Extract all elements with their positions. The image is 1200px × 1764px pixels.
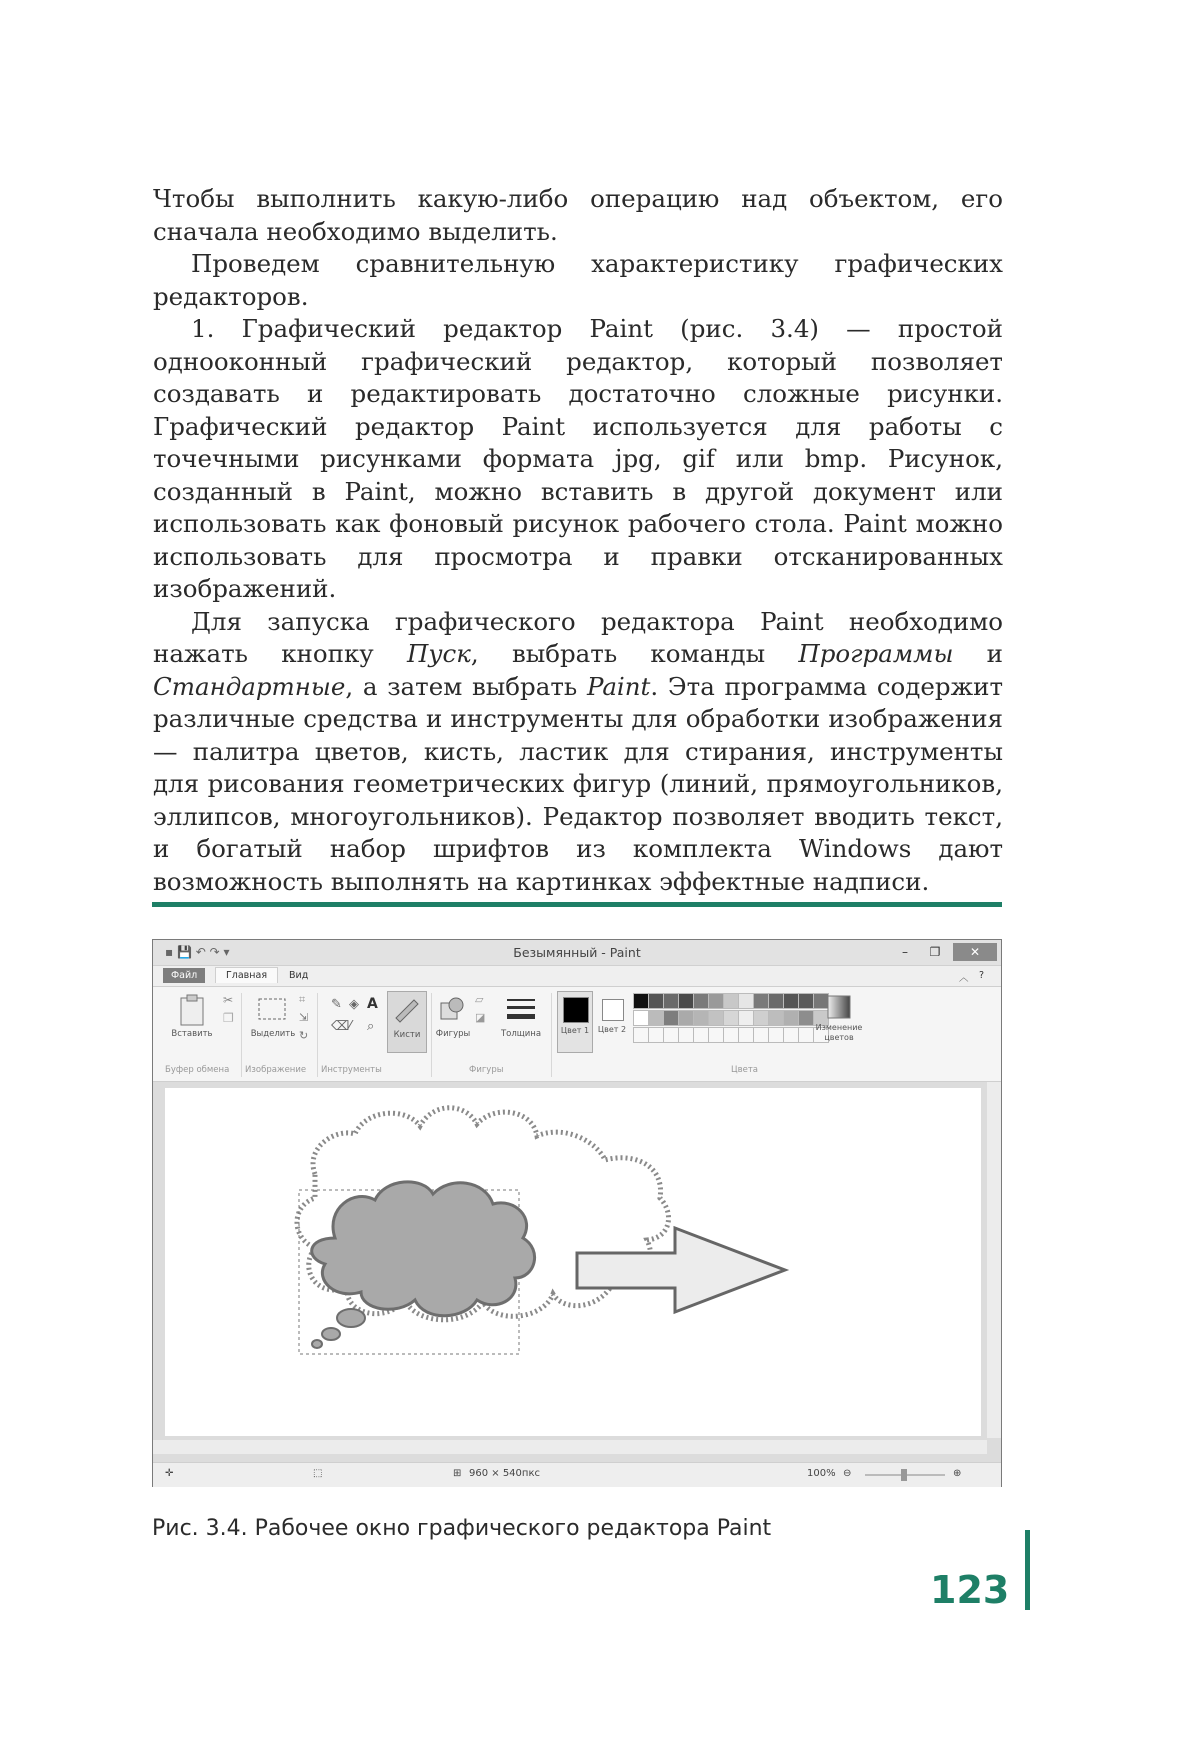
paragraph-1: Чтобы выполнить какую-либо операцию над объектом, его сначала необходимо выделить. <box>153 184 1003 246</box>
block-arrow <box>577 1228 785 1312</box>
color-swatch[interactable] <box>708 993 724 1009</box>
p4-paint: Paint <box>586 671 651 701</box>
color-swatch[interactable] <box>723 1010 739 1026</box>
cut-icon[interactable]: ✂ <box>223 993 234 1007</box>
color-swatch[interactable] <box>738 993 754 1009</box>
group-label-colors: Цвета <box>731 1065 758 1075</box>
title-bar <box>153 940 1001 966</box>
group-label-tools: Инструменты <box>321 1065 382 1075</box>
filled-cloud <box>312 1182 535 1316</box>
color-swatch[interactable] <box>723 993 739 1009</box>
paragraph-4 <box>153 606 1003 899</box>
custom-color-slot[interactable] <box>678 1027 694 1043</box>
drawing-canvas[interactable] <box>165 1088 981 1436</box>
selection-size-icon: ⬚ <box>313 1468 323 1479</box>
custom-color-slot[interactable] <box>783 1027 799 1043</box>
collapse-ribbon-icon[interactable]: ︿ <box>959 973 969 984</box>
custom-color-slot[interactable] <box>738 1027 754 1043</box>
cursor-position-icon: ✛ <box>165 1468 174 1479</box>
zoom-in-icon[interactable]: ⊕ <box>953 1468 962 1479</box>
edit-colors-button[interactable]: Изменение цветов <box>815 1023 863 1042</box>
thickness-button[interactable]: Толщина <box>500 1029 542 1039</box>
copy-icon[interactable]: ❐ <box>223 1011 234 1025</box>
custom-color-slot[interactable] <box>768 1027 784 1043</box>
tab-home[interactable]: Главная <box>215 967 278 983</box>
eraser-icon[interactable]: ⌫ <box>331 1019 350 1034</box>
brushes-button[interactable] <box>387 991 427 1053</box>
figure-caption: Рис. 3.4. Рабочее окно графического редактора Paint <box>152 1516 772 1541</box>
close-icon[interactable]: ✕ <box>953 943 997 961</box>
edit-colors-icon[interactable] <box>827 995 851 1019</box>
zoom-level: 100% <box>807 1468 836 1479</box>
custom-color-slot[interactable] <box>663 1027 679 1043</box>
color-swatch[interactable] <box>693 1010 709 1026</box>
outline-icon[interactable]: ▱ <box>475 993 484 1006</box>
color-swatch[interactable] <box>753 993 769 1009</box>
vertical-scrollbar[interactable] <box>987 1082 1001 1438</box>
paragraph-2: Проведем сравнительную характеристику графических редакторов. <box>153 249 1003 311</box>
p4-text-e: . Эта программа содержит различные средства и инструменты для обработки изображения — палитра цветов, кисть, ластик для стирания, инструменты для рисования геометрических фигур (линий, прямоугольников, эллипсов, многоугольников). Редактор позволяет вводить текст, и богатый набор шрифтов из комплекта Windows дают возможность выполнять на картинках эффектные надписи. <box>153 671 1003 896</box>
page-number: 123 <box>930 1568 1010 1612</box>
shapes-icon[interactable] <box>437 995 467 1025</box>
magnifier-icon[interactable]: ⌕ <box>367 1019 375 1034</box>
help-icon[interactable]: ? <box>979 970 985 981</box>
custom-color-slot[interactable] <box>753 1027 769 1043</box>
color-swatch[interactable] <box>648 993 664 1009</box>
select-button[interactable]: Выделить <box>250 1029 296 1039</box>
drawing <box>165 1088 981 1436</box>
save-icon[interactable]: ▪ 💾 ↶ ↷ ▾ <box>165 945 230 959</box>
p4-standard: Стандартные <box>153 671 346 701</box>
body-text <box>153 183 1003 898</box>
color-swatch[interactable] <box>783 1010 799 1026</box>
horizontal-scrollbar[interactable] <box>153 1440 987 1454</box>
group-label-clipboard: Буфер обмена <box>165 1065 230 1075</box>
crop-icon[interactable]: ⌗ <box>299 993 306 1006</box>
status-bar <box>153 1462 1001 1487</box>
p4-text-c: и <box>953 639 1003 668</box>
rotate-icon[interactable]: ↻ <box>299 1029 309 1042</box>
color-swatch[interactable] <box>708 1010 724 1026</box>
color-swatch[interactable] <box>633 1010 649 1026</box>
group-label-image: Изображение <box>245 1065 307 1075</box>
page-number-bar <box>1025 1530 1030 1610</box>
color-swatch[interactable] <box>648 1010 664 1026</box>
color2-label: Цвет 2 <box>597 1025 627 1034</box>
tab-view[interactable]: Вид <box>289 970 309 981</box>
cloud-bubble-1 <box>337 1309 365 1327</box>
text-tool-icon[interactable]: A <box>367 996 378 1012</box>
color2-button[interactable] <box>595 991 629 1051</box>
color-swatch[interactable] <box>633 993 649 1009</box>
zoom-slider-thumb[interactable] <box>901 1469 907 1481</box>
group-separator <box>551 993 552 1077</box>
fill-icon[interactable]: ◈ <box>349 997 359 1012</box>
shapes-button[interactable]: Фигуры <box>435 1029 471 1039</box>
color-swatch[interactable] <box>783 993 799 1009</box>
color1-swatch <box>563 997 589 1023</box>
tab-file[interactable]: Файл <box>163 968 205 983</box>
color-swatch[interactable] <box>753 1010 769 1026</box>
paragraph-3: 1. Графический редактор Paint (рис. 3.4) — простой однооконный графический редактор, который позволяет создавать и редактировать достаточно сложные рисунки. Графический редактор Paint используется для работы с точечными рисунками формата jpg, gif или bmp. Рисунок, созданный в Paint, можно вставить в другой документ или использовать как фоновый рисунок рабочего стола. Paint можно использовать для просмотра и правки отсканированных изображений. <box>153 314 1003 603</box>
custom-color-slot[interactable] <box>693 1027 709 1043</box>
p4-text-b: , выбрать команды <box>470 639 799 668</box>
ribbon <box>153 987 1001 1082</box>
group-label-shapes: Фигуры <box>469 1065 504 1075</box>
maximize-icon[interactable]: ❐ <box>929 945 941 959</box>
p4-pusk: Пуск <box>406 639 471 668</box>
group-separator <box>241 993 242 1077</box>
color-swatch[interactable] <box>693 993 709 1009</box>
zoom-out-icon[interactable]: ⊖ <box>843 1468 852 1479</box>
pencil-icon[interactable]: ✎ <box>331 997 342 1012</box>
figure-divider <box>152 902 1002 907</box>
canvas-size: 960 × 540пкс <box>469 1468 540 1479</box>
fill-shape-icon[interactable]: ◪ <box>475 1011 486 1024</box>
thickness-icon[interactable] <box>505 997 537 1023</box>
canvas-area <box>153 1082 1001 1462</box>
paint-window-screenshot <box>152 939 1002 1487</box>
color1-label: Цвет 1 <box>560 1026 590 1035</box>
custom-color-slot[interactable] <box>723 1027 739 1043</box>
color-swatch[interactable] <box>663 1010 679 1026</box>
custom-color-slot[interactable] <box>633 1027 649 1043</box>
minimize-icon[interactable]: – <box>902 945 908 959</box>
select-icon[interactable] <box>257 997 287 1021</box>
ribbon-tabs <box>153 966 1001 987</box>
resize-icon[interactable]: ⇲ <box>299 1011 309 1024</box>
brush-icon <box>388 992 426 1026</box>
color-swatch[interactable] <box>678 993 694 1009</box>
color-swatch[interactable] <box>663 993 679 1009</box>
paste-button[interactable]: Вставить <box>171 1029 213 1039</box>
p4-text-a: Для запуска графического редактора Paint необходимо нажать кнопку <box>153 606 1003 668</box>
color-swatch[interactable] <box>738 1010 754 1026</box>
color-swatch[interactable] <box>678 1010 694 1026</box>
p4-programs: Программы <box>798 639 954 668</box>
paste-icon[interactable] <box>177 993 207 1027</box>
color-swatch[interactable] <box>768 993 784 1009</box>
canvas-size-icon: ⊞ <box>453 1468 462 1479</box>
color1-button[interactable] <box>557 991 593 1053</box>
color-swatch[interactable] <box>798 993 814 1009</box>
cloud-bubble-3 <box>312 1340 322 1348</box>
p4-text-d: , а затем выбрать <box>345 671 587 701</box>
window-title: Безымянный - Paint <box>513 945 641 960</box>
color-swatch[interactable] <box>768 1010 784 1026</box>
custom-color-slot[interactable] <box>708 1027 724 1043</box>
group-separator <box>317 993 318 1077</box>
cloud-bubble-2 <box>322 1328 340 1340</box>
color-picker-icon[interactable]: ⁄ <box>349 1019 352 1034</box>
brushes-label: Кисти <box>393 1030 421 1040</box>
color2-swatch <box>602 999 624 1021</box>
custom-color-slot[interactable] <box>648 1027 664 1043</box>
